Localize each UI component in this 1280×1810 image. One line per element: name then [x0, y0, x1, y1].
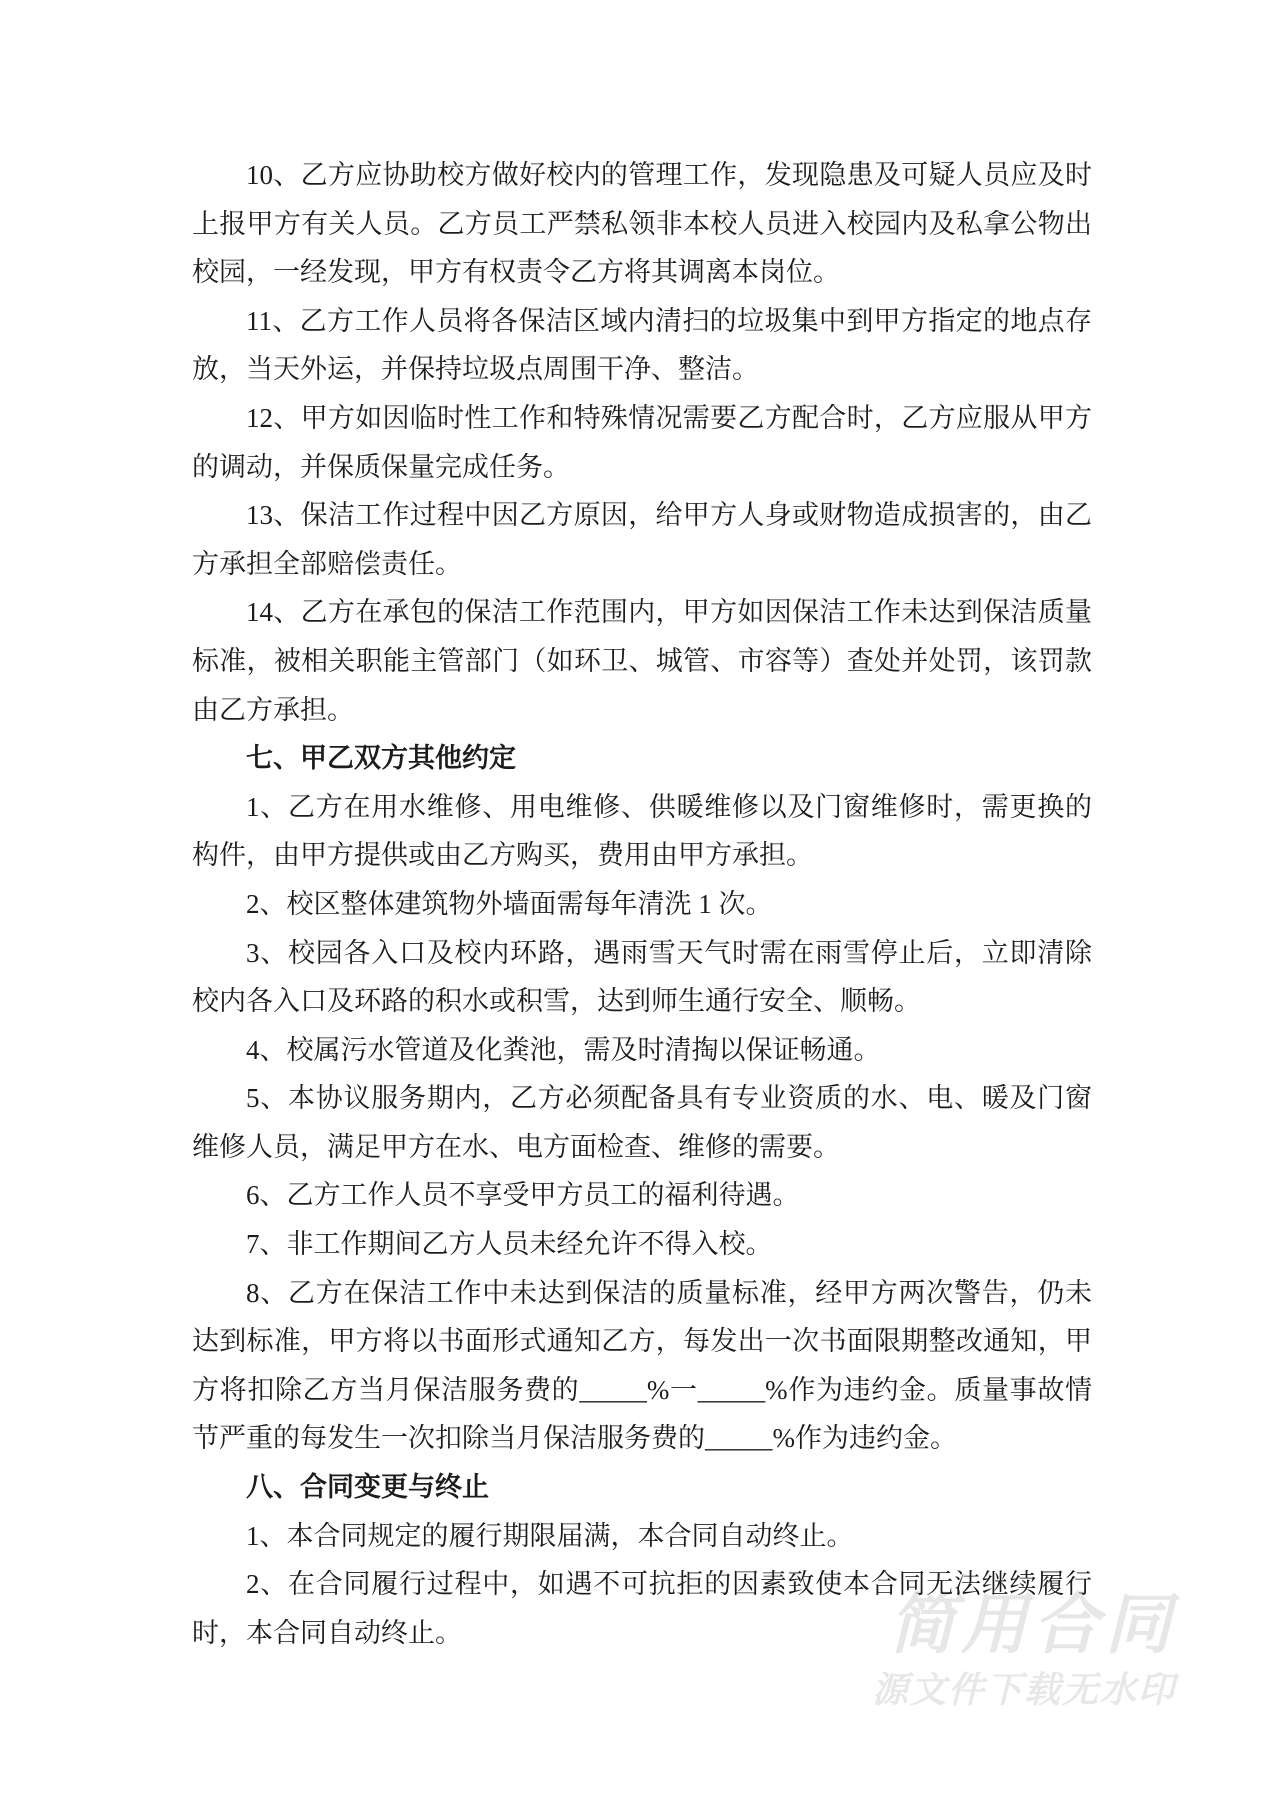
section-7-clause-8: 8、乙方在保洁工作中未达到保洁的质量标准，经甲方两次警告，仍未达到标准，甲方将以书面形式通知乙方，每发出一次书面限期整改通知，甲方将扣除乙方当月保洁服务费的_____%一_____%作为违约金。质量事故情节严重的每发生一次扣除当月保洁服务费的_____%作为违约金。 — [192, 1277, 1092, 1454]
clause-13: 13、保洁工作过程中因乙方原因，给甲方人身或财物造成损害的，由乙方承担全部赔偿责任。 — [192, 500, 1092, 579]
section-7-clause-6: 6、乙方工作人员不享受甲方员工的福利待遇。 — [246, 1180, 800, 1211]
section-7-clause-4: 4、校属污水管道及化粪池，需及时清掏以保证畅通。 — [246, 1034, 881, 1065]
section-7-clause-1: 1、乙方在用水维修、用电维修、供暖维修以及门窗维修时，需更换的构件，由甲方提供或由乙方购买，费用由甲方承担。 — [192, 791, 1092, 871]
section-7-clause-5: 5、本协议服务期内，乙方必须配备具有专业资质的水、电、暖及门窗维修人员，满足甲方在水、电方面检查、维修的需要。 — [192, 1083, 1092, 1162]
section-7-clause-3: 3、校园各入口及校内环路，遇雨雪天气时需在雨雪停止后，立即清除校内各入口及环路的积水或积雪，达到师生通行安全、顺畅。 — [192, 937, 1092, 1017]
section-8-clause-2: 2、在合同履行过程中，如遇不可抗拒的因素致使本合同无法继续履行时，本合同自动终止。 — [192, 1569, 1092, 1648]
clause-14: 14、乙方在承包的保洁工作范围内，甲方如因保洁工作未达到保洁质量标准，被相关职能主管部门（如环卫、城管、市容等）查处并处罚，该罚款由乙方承担。 — [192, 597, 1092, 725]
watermark-tagline-text: 源文件下载无水印 — [871, 1669, 1176, 1710]
section-8-heading: 八、合同变更与终止 — [246, 1472, 489, 1503]
section-7-clause-2: 2、校区整体建筑物外墙面需每年清洗 1 次。 — [246, 888, 773, 919]
contract-body — [192, 151, 1092, 1657]
section-7-heading: 七、甲乙双方其他约定 — [246, 743, 516, 774]
clause-10: 10、乙方应协助校方做好校内的管理工作，发现隐患及可疑人员应及时上报甲方有关人员。乙方员工严禁私领非本校人员进入校园内及私拿公物出校园，一经发现，甲方有权责令乙方将其调离本岗位。 — [192, 160, 1092, 288]
clause-11: 11、乙方工作人员将各保洁区域内清扫的垃圾集中到甲方指定的地点存放，当天外运，并保持垃圾点周围干净、整洁。 — [192, 305, 1092, 385]
section-8-clause-1: 1、本合同规定的履行期限届满，本合同自动终止。 — [246, 1520, 854, 1551]
clause-12: 12、甲方如因临时性工作和特殊情况需要乙方配合时，乙方应服从甲方的调动，并保质保量完成任务。 — [192, 402, 1092, 482]
watermark-brand-text: 简用合同 — [889, 1587, 1177, 1661]
section-7-clause-7: 7、非工作期间乙方人员未经允许不得入校。 — [246, 1229, 773, 1260]
